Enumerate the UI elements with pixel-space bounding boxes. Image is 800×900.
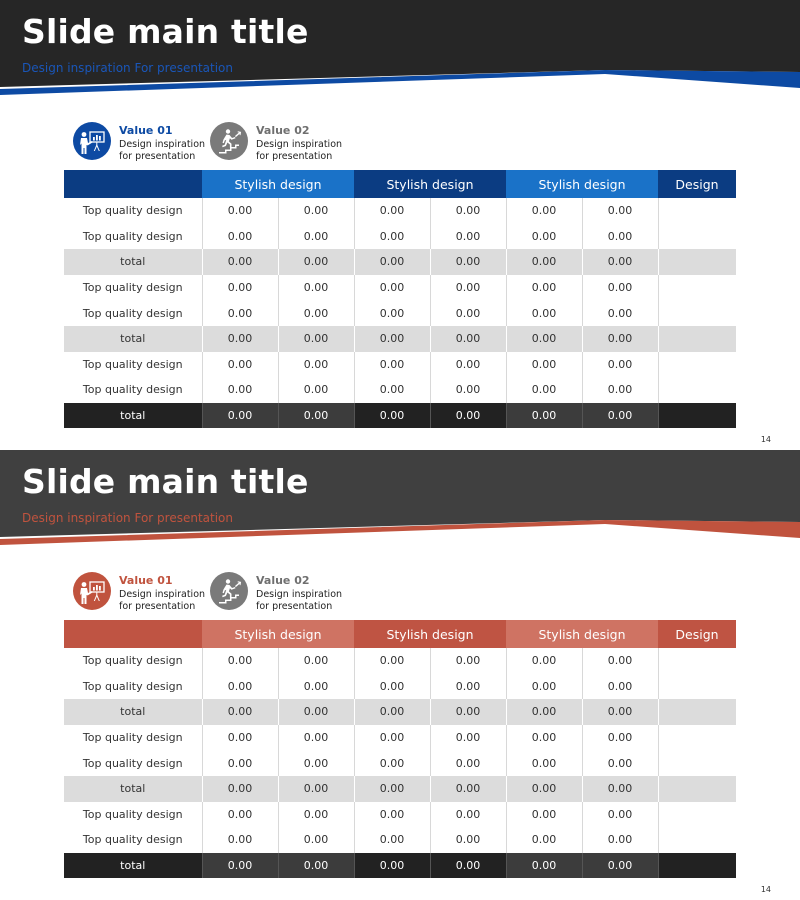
value-01-desc-line2: for presentation xyxy=(119,151,196,162)
row-label: total xyxy=(64,699,202,725)
row-label: Top quality design xyxy=(82,281,183,295)
row-label: total xyxy=(64,853,202,879)
data-table xyxy=(64,170,736,428)
table-row xyxy=(64,377,736,403)
table-header-corner xyxy=(64,620,202,648)
table-cell: 0.00 xyxy=(430,300,506,326)
table-cell: 0.00 xyxy=(278,198,354,224)
table-cell-empty xyxy=(658,300,736,326)
data-table xyxy=(64,620,736,878)
value-02-desc-line1: Design inspiration xyxy=(256,589,343,600)
table-row xyxy=(64,403,736,429)
value-02-desc xyxy=(256,589,366,613)
table-header-row xyxy=(64,620,736,648)
table-cell: 0.00 xyxy=(582,802,658,828)
table-cell: 0.00 xyxy=(278,249,354,275)
table-cell-empty xyxy=(658,198,736,224)
table-cell: 0.00 xyxy=(430,802,506,828)
table-row xyxy=(64,853,736,879)
table-row xyxy=(64,725,736,751)
table-cell: 0.00 xyxy=(582,853,658,879)
value-02-title: Value 02 xyxy=(256,574,310,587)
slide-2 xyxy=(0,450,800,900)
table-cell: 0.00 xyxy=(278,403,354,429)
table-cell-empty xyxy=(658,249,736,275)
table-header-corner xyxy=(64,170,202,198)
table-row xyxy=(64,699,736,725)
table-cell: 0.00 xyxy=(202,198,278,224)
table-cell: 0.00 xyxy=(506,377,582,403)
table-cell: 0.00 xyxy=(582,403,658,429)
table-cell: 0.00 xyxy=(430,352,506,378)
value-02-desc xyxy=(256,139,366,163)
table-cell: 0.00 xyxy=(202,802,278,828)
table-cell: 0.00 xyxy=(202,403,278,429)
value-02-desc-line2: for presentation xyxy=(256,601,333,612)
table-cell: 0.00 xyxy=(582,776,658,802)
slide-title: Slide main title xyxy=(22,12,309,51)
table-cell: 0.00 xyxy=(354,249,430,275)
table-row xyxy=(64,776,736,802)
table-cell: 0.00 xyxy=(582,326,658,352)
page-number: 14 xyxy=(760,435,771,444)
table-cell: 0.00 xyxy=(506,853,582,879)
table-cell: 0.00 xyxy=(278,853,354,879)
table-row xyxy=(64,249,736,275)
table-cell: 0.00 xyxy=(278,648,354,674)
table-cell: 0.00 xyxy=(354,699,430,725)
table-cell-empty xyxy=(658,275,736,301)
table-cell: 0.00 xyxy=(202,275,278,301)
table-header-group-3: Stylish design xyxy=(506,620,658,648)
table-header-design: Design xyxy=(658,170,736,198)
table-cell: 0.00 xyxy=(278,300,354,326)
table-row xyxy=(64,224,736,250)
table-cell: 0.00 xyxy=(506,403,582,429)
row-label: Top quality design xyxy=(82,679,183,693)
table-row xyxy=(64,326,736,352)
table-cell: 0.00 xyxy=(354,352,430,378)
table-cell: 0.00 xyxy=(430,377,506,403)
table-cell: 0.00 xyxy=(506,224,582,250)
table-cell-empty xyxy=(658,853,736,879)
table-row xyxy=(64,827,736,853)
table-cell: 0.00 xyxy=(278,750,354,776)
row-label: Top quality design xyxy=(82,204,183,218)
value-01-desc-line1: Design inspiration xyxy=(119,139,206,150)
table-cell: 0.00 xyxy=(354,776,430,802)
table-cell: 0.00 xyxy=(354,198,430,224)
table-cell-empty xyxy=(658,776,736,802)
value-02-desc-line1: Design inspiration xyxy=(256,139,343,150)
page-number: 14 xyxy=(760,885,771,894)
table-cell: 0.00 xyxy=(278,352,354,378)
table-cell-empty xyxy=(658,377,736,403)
table-cell: 0.00 xyxy=(506,275,582,301)
table-cell-empty xyxy=(658,224,736,250)
table-cell-empty xyxy=(658,403,736,429)
table-cell: 0.00 xyxy=(582,198,658,224)
row-label: Top quality design xyxy=(82,229,183,243)
table-cell: 0.00 xyxy=(278,776,354,802)
value-legend xyxy=(73,572,473,616)
table-cell: 0.00 xyxy=(506,198,582,224)
value-01-title: Value 01 xyxy=(119,124,173,137)
table-cell: 0.00 xyxy=(202,776,278,802)
table-cell: 0.00 xyxy=(582,725,658,751)
table-cell: 0.00 xyxy=(354,300,430,326)
table-cell: 0.00 xyxy=(430,750,506,776)
slide-subtitle: Design inspiration For presentation xyxy=(22,61,233,75)
table-cell: 0.00 xyxy=(278,674,354,700)
table-cell: 0.00 xyxy=(202,300,278,326)
table-cell: 0.00 xyxy=(278,326,354,352)
table-cell: 0.00 xyxy=(430,648,506,674)
table-header-group-1: Stylish design xyxy=(202,170,354,198)
table-cell: 0.00 xyxy=(354,750,430,776)
table-cell: 0.00 xyxy=(506,750,582,776)
table-row xyxy=(64,750,736,776)
table-cell: 0.00 xyxy=(202,699,278,725)
table-cell: 0.00 xyxy=(354,275,430,301)
value-01-desc-line1: Design inspiration xyxy=(119,589,206,600)
table-cell: 0.00 xyxy=(506,802,582,828)
table-cell: 0.00 xyxy=(430,699,506,725)
table-cell: 0.00 xyxy=(582,674,658,700)
table-cell: 0.00 xyxy=(506,699,582,725)
stair-climb-icon xyxy=(210,572,248,610)
table-row xyxy=(64,352,736,378)
table-header-group-1: Stylish design xyxy=(202,620,354,648)
stair-climb-icon xyxy=(210,122,248,160)
table-row xyxy=(64,198,736,224)
table-cell: 0.00 xyxy=(430,674,506,700)
table-cell: 0.00 xyxy=(430,403,506,429)
table-cell: 0.00 xyxy=(430,249,506,275)
table-header-group-2: Stylish design xyxy=(354,170,506,198)
table-cell: 0.00 xyxy=(354,802,430,828)
table-row xyxy=(64,648,736,674)
table-cell: 0.00 xyxy=(202,249,278,275)
table-cell: 0.00 xyxy=(202,674,278,700)
table-cell: 0.00 xyxy=(582,249,658,275)
table-cell: 0.00 xyxy=(278,275,354,301)
table-cell: 0.00 xyxy=(278,699,354,725)
table-header-group-2: Stylish design xyxy=(354,620,506,648)
row-label: Top quality design xyxy=(82,807,183,821)
table-cell: 0.00 xyxy=(506,326,582,352)
table-cell: 0.00 xyxy=(582,827,658,853)
value-01-title: Value 01 xyxy=(119,574,173,587)
table-cell: 0.00 xyxy=(582,377,658,403)
table-cell: 0.00 xyxy=(202,352,278,378)
value-02-desc-line2: for presentation xyxy=(256,151,333,162)
row-label: Top quality design xyxy=(82,306,183,320)
table-row xyxy=(64,802,736,828)
table-row xyxy=(64,275,736,301)
table-cell: 0.00 xyxy=(582,648,658,674)
row-label: Top quality design xyxy=(82,833,183,847)
table-cell: 0.00 xyxy=(354,725,430,751)
table-cell: 0.00 xyxy=(430,853,506,879)
table-cell: 0.00 xyxy=(354,377,430,403)
table-cell: 0.00 xyxy=(430,827,506,853)
table-cell-empty xyxy=(658,827,736,853)
table-header-row xyxy=(64,170,736,198)
table-cell: 0.00 xyxy=(582,352,658,378)
table-cell-empty xyxy=(658,674,736,700)
row-label: total xyxy=(64,776,202,802)
slide-subtitle: Design inspiration For presentation xyxy=(22,511,233,525)
table-cell: 0.00 xyxy=(582,699,658,725)
table-cell: 0.00 xyxy=(202,326,278,352)
table-cell: 0.00 xyxy=(278,224,354,250)
table-cell: 0.00 xyxy=(354,827,430,853)
table-cell: 0.00 xyxy=(354,648,430,674)
table-cell: 0.00 xyxy=(582,750,658,776)
table-cell-empty xyxy=(658,699,736,725)
table-cell-empty xyxy=(658,802,736,828)
table-cell: 0.00 xyxy=(430,776,506,802)
table-cell: 0.00 xyxy=(278,377,354,403)
table-cell-empty xyxy=(658,352,736,378)
table-cell: 0.00 xyxy=(202,377,278,403)
table-cell: 0.00 xyxy=(278,802,354,828)
table-cell: 0.00 xyxy=(506,249,582,275)
table-cell: 0.00 xyxy=(506,648,582,674)
table-cell: 0.00 xyxy=(202,853,278,879)
value-02-title: Value 02 xyxy=(256,124,310,137)
table-cell: 0.00 xyxy=(430,326,506,352)
table-cell: 0.00 xyxy=(430,725,506,751)
presenter-board-icon xyxy=(73,122,111,160)
table-cell: 0.00 xyxy=(202,224,278,250)
table-cell: 0.00 xyxy=(430,275,506,301)
row-label: Top quality design xyxy=(82,383,183,397)
table-cell: 0.00 xyxy=(278,827,354,853)
table-cell: 0.00 xyxy=(202,750,278,776)
table-cell: 0.00 xyxy=(354,674,430,700)
table-cell: 0.00 xyxy=(430,198,506,224)
table-cell: 0.00 xyxy=(506,776,582,802)
table-cell: 0.00 xyxy=(354,326,430,352)
table-cell: 0.00 xyxy=(506,827,582,853)
table-cell: 0.00 xyxy=(582,300,658,326)
table-row xyxy=(64,674,736,700)
table-header-design: Design xyxy=(658,620,736,648)
table-header-group-3: Stylish design xyxy=(506,170,658,198)
table-cell: 0.00 xyxy=(354,403,430,429)
table-cell: 0.00 xyxy=(354,224,430,250)
row-label: Top quality design xyxy=(82,756,183,770)
table-cell-empty xyxy=(658,648,736,674)
value-legend xyxy=(73,122,473,166)
table-cell: 0.00 xyxy=(354,853,430,879)
table-cell: 0.00 xyxy=(506,352,582,378)
table-cell-empty xyxy=(658,326,736,352)
row-label: Top quality design xyxy=(82,357,183,371)
table-cell: 0.00 xyxy=(582,275,658,301)
table-cell-empty xyxy=(658,725,736,751)
table-cell: 0.00 xyxy=(202,827,278,853)
presenter-board-icon xyxy=(73,572,111,610)
table-cell: 0.00 xyxy=(430,224,506,250)
table-cell: 0.00 xyxy=(202,648,278,674)
row-label: Top quality design xyxy=(82,731,183,745)
table-cell: 0.00 xyxy=(582,224,658,250)
table-cell: 0.00 xyxy=(202,725,278,751)
table-row xyxy=(64,300,736,326)
table-cell: 0.00 xyxy=(506,725,582,751)
table-cell: 0.00 xyxy=(506,300,582,326)
table-cell: 0.00 xyxy=(278,725,354,751)
table-cell-empty xyxy=(658,750,736,776)
row-label: total xyxy=(64,326,202,352)
slide-title: Slide main title xyxy=(22,462,309,501)
row-label: total xyxy=(64,249,202,275)
row-label: total xyxy=(64,403,202,429)
table-cell: 0.00 xyxy=(506,674,582,700)
row-label: Top quality design xyxy=(82,654,183,668)
value-01-desc-line2: for presentation xyxy=(119,601,196,612)
